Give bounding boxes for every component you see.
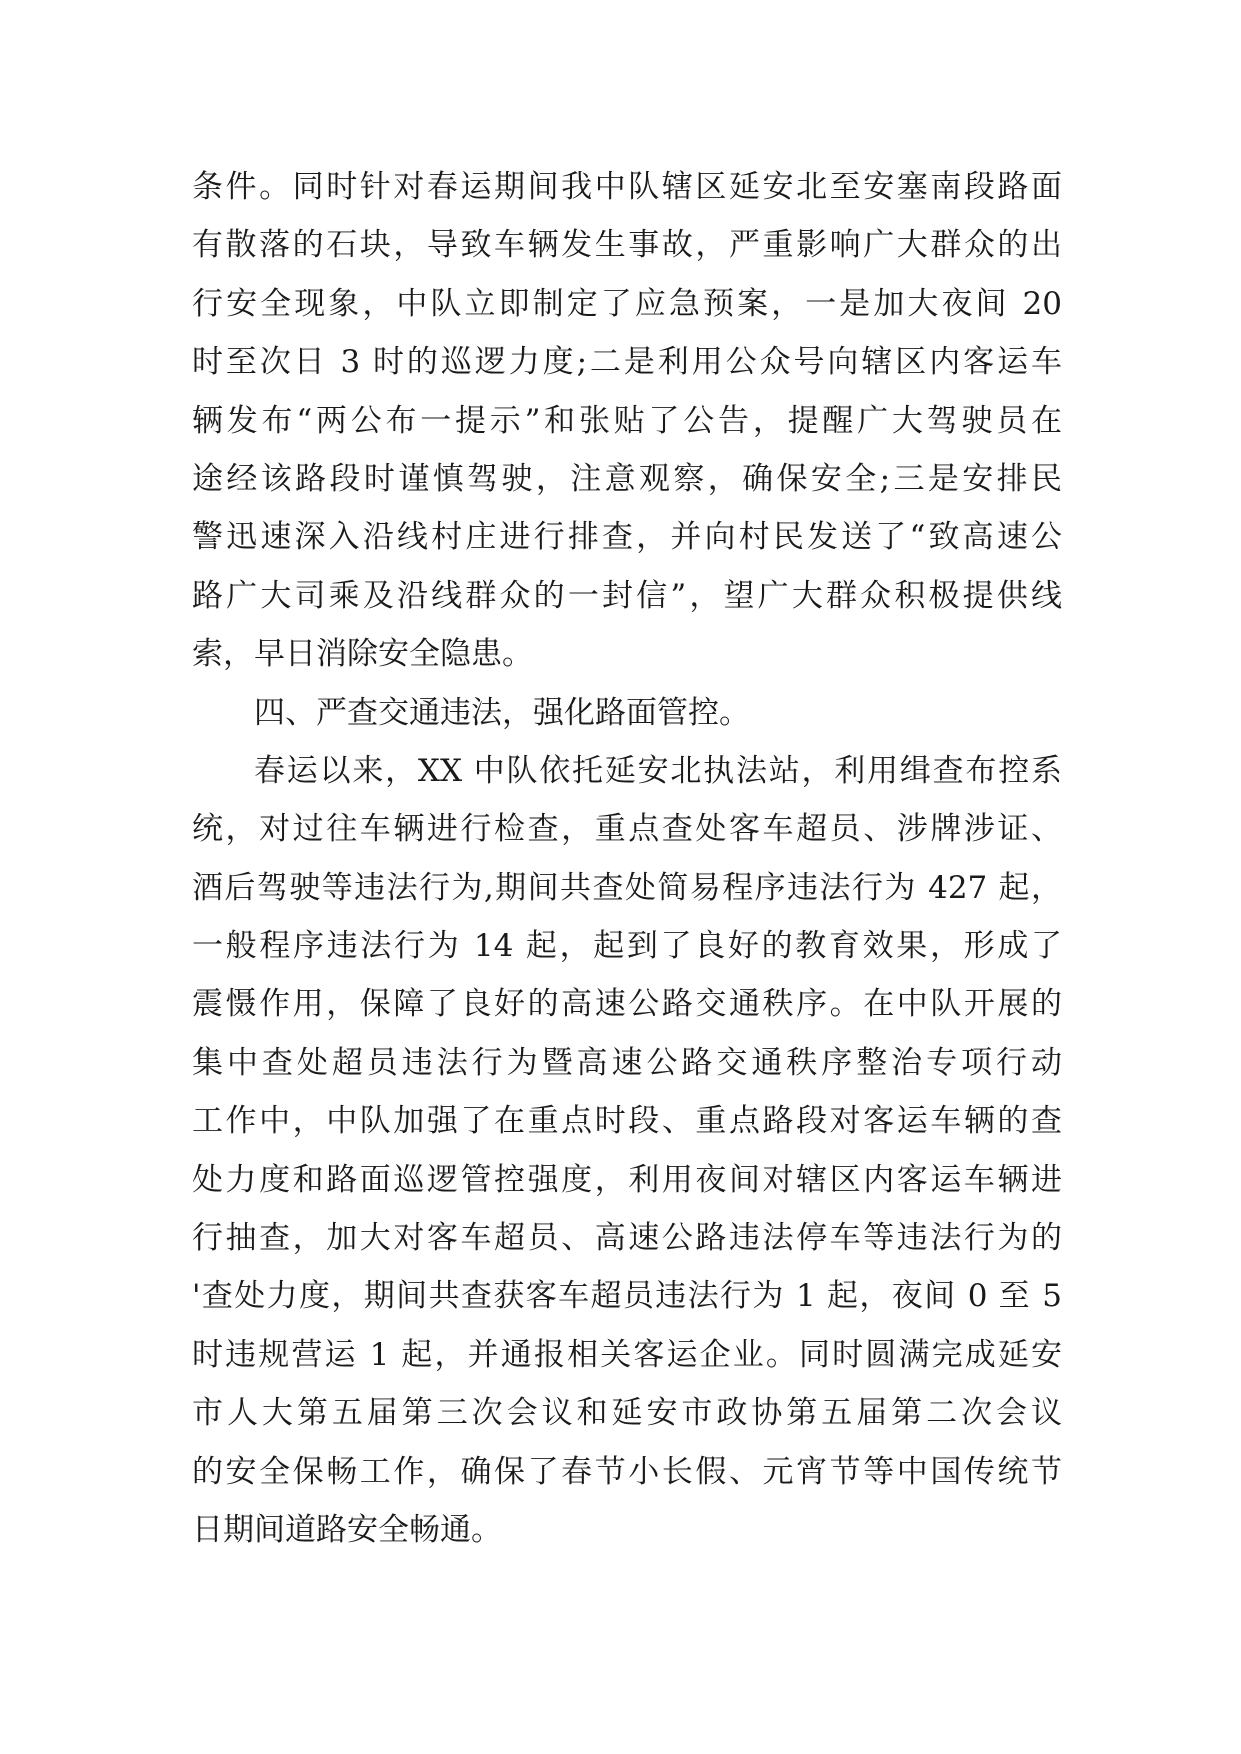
section-heading: 四、严查交通违法，强化路面管控。 [254, 694, 750, 731]
text-line: 一般程序违法行为 14 起，起到了良好的教育效果，形成了 [192, 928, 1062, 965]
text-line: 市人大第五届第三次会议和延安市政协第五届第二次会议 [192, 1395, 1062, 1432]
text-line: 有散落的石块，导致车辆发生事故，严重影响广大群众的出 [192, 227, 1062, 264]
text-line: 时违规营运 1 起，并通报相关客运企业。同时圆满完成延安 [192, 1336, 1062, 1373]
text-line: 行抽查，加大对客车超员、高速公路违法停车等违法行为的 [192, 1220, 1062, 1257]
text-line: 的安全保畅工作，确保了春节小长假、元宵节等中国传统节 [192, 1453, 1062, 1490]
text-line: 路广大司乘及沿线群众的一封信”，望广大群众积极提供线 [192, 577, 1062, 614]
text-line: '查处力度，期间共查获客车超员违法行为 1 起，夜间 0 至 5 [192, 1278, 1062, 1315]
text-line: 日期间道路安全畅通。 [192, 1511, 502, 1548]
text-line: 集中查处超员违法行为暨高速公路交通秩序整治专项行动 [192, 1044, 1062, 1081]
text-line: 行安全现象，中队立即制定了应急预案，一是加大夜间 20 [192, 285, 1062, 322]
text-line: 索，早日消除安全隐患。 [192, 636, 533, 673]
text-line: 酒后驾驶等违法行为,期间共查处简易程序违法行为 427 起， [192, 869, 1062, 906]
text-line: 工作中，中队加强了在重点时段、重点路段对客运车辆的查 [192, 1103, 1062, 1140]
text-line: 途经该路段时谨慎驾驶，注意观察，确保安全;三是安排民 [192, 460, 1062, 497]
body-text [192, 158, 1062, 1559]
text-line: 统，对过往车辆进行检查，重点查处客车超员、涉牌涉证、 [192, 811, 1062, 848]
text-line: 警迅速深入沿线村庄进行排查，并向村民发送了“致高速公 [192, 519, 1062, 556]
text-line: 处力度和路面巡逻管控强度，利用夜间对辖区内客运车辆进 [192, 1161, 1062, 1198]
text-line: 辆发布“两公布一提示”和张贴了公告，提醒广大驾驶员在 [192, 402, 1062, 439]
text-line: 时至次日 3 时的巡逻力度;二是利用公众号向辖区内客运车 [192, 344, 1062, 381]
text-line: 条件。同时针对春运期间我中队辖区延安北至安塞南段路面 [192, 169, 1062, 205]
text-line: 震慑作用，保障了良好的高速公路交通秩序。在中队开展的 [192, 986, 1062, 1023]
text-line: 春运以来，XX 中队依托延安北执法站，利用缉查布控系 [254, 752, 1062, 789]
